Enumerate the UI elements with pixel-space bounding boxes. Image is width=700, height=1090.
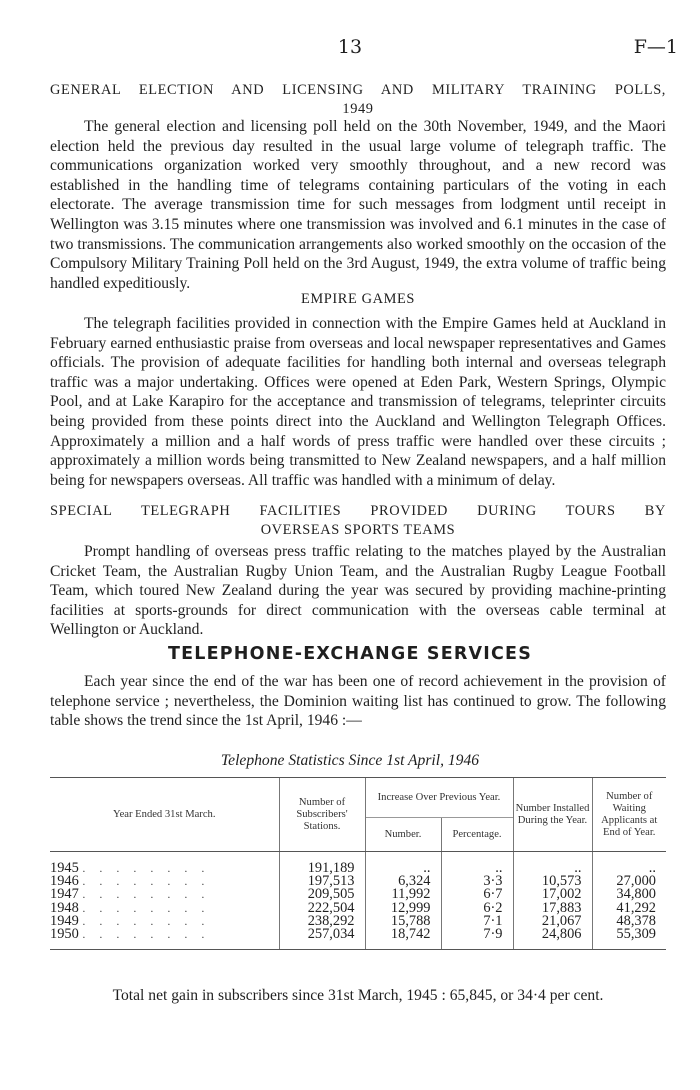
cell-installed: .. (513, 852, 592, 876)
cell-increase-number: 11,992 (365, 888, 441, 901)
cell-waiting: 55,309 (592, 928, 666, 950)
section-heading-sports-tours (50, 502, 666, 540)
cell-installed: 17,883 (513, 902, 592, 915)
page-number: 13 (337, 36, 363, 58)
section-heading-election-polls (50, 81, 666, 119)
page-header (0, 36, 700, 62)
leader-dots: ........ (82, 874, 219, 889)
cell-stations: 209,505 (279, 888, 365, 901)
cell-increase-percentage: 6·7 (441, 888, 513, 901)
col-header-installed: Number Installed During the Year. (513, 778, 592, 852)
cell-increase-number: 18,742 (365, 928, 441, 950)
col-header-increase-number: Number. (365, 818, 441, 852)
row-year: 1949 (50, 912, 79, 929)
cell-increase-number: .. (365, 852, 441, 876)
heading-line: SPECIAL TELEGRAPH FACILITIES PROVIDED DURING TOURS BY (50, 503, 666, 519)
col-header-increase-percentage: Percentage. (441, 818, 513, 852)
heading-year: 1949 (342, 101, 374, 117)
heading-line-2: OVERSEAS SPORTS TEAMS (260, 522, 456, 538)
leader-dots: ........ (82, 913, 219, 928)
cell-stations: 257,034 (279, 928, 365, 950)
cell-increase-percentage: 7·9 (441, 928, 513, 950)
col-header-stations: Number of Subscribers' Stations. (279, 778, 365, 852)
leader-dots: ........ (82, 887, 219, 902)
cell-increase-number: 6,324 (365, 875, 441, 888)
table-caption: Telephone Statistics Since 1st April, 1946 (220, 752, 480, 769)
table-row (50, 852, 666, 876)
cell-stations: 197,513 (279, 875, 365, 888)
cell-waiting: 48,378 (592, 915, 666, 928)
document-reference: F—1 (633, 36, 678, 58)
row-year: 1950 (50, 926, 79, 943)
section-heading-empire-games: EMPIRE GAMES (301, 291, 415, 307)
heading-line: GENERAL ELECTION AND LICENSING AND MILITARY TRAINING POLLS, (50, 82, 666, 98)
cell-increase-number: 15,788 (365, 915, 441, 928)
cell-installed: 21,067 (513, 915, 592, 928)
footer-note: Total net gain in subscribers since 31st March, 1945 : 65,845, or 34·4 per cent. (112, 987, 604, 1004)
paragraph-election-polls: The general election and licensing poll held on the 30th November, 1949, and the Maori election held the previous day resulted in the usual large volume of telegraph traffic. The communications organization worked very smoothly throughout, and a new record was established in the handling time of telegrams containing particulars of the voting in each electorate. The average transmission time for such messages from lodgment until receipt in Wellington was 3.15 minutes where one transmission was involved and 6.1 minutes in the case of two transmissions. The communication arrangements also worked smoothly on the occasion of the Compulsory Military Training Poll held on the 3rd August, 1949, the extra volume of traffic being handled expeditiously. (50, 118, 666, 292)
leader-dots: ........ (82, 927, 219, 942)
cell-increase-percentage: .. (441, 852, 513, 876)
paragraph-empire-games: The telegraph facilities provided in connection with the Empire Games held at Auckland in February earned enthusiastic praise from overseas and local newspaper representatives and Games officials. The provision of adequate facilities for handling both internal and overseas telegraph traffic was a major undertaking. Offices were opened at Eden Park, Western Springs, Olympic Pool, and at Lake Karapiro for the acceptance and transmission of telegrams, teleprinter circuits being provided from these points direct into the Auckland and Wellington Telegraph Offices. Approximately a million and a half words of press traffic were handled over these circuits ; approximately a million words being transmitted to New Zealand newspapers, and a half million being for newspapers overseas. All traffic was handled with a minimum of delay. (50, 315, 666, 489)
cell-increase-percentage: 7·1 (441, 915, 513, 928)
cell-increase-percentage: 3·3 (441, 875, 513, 888)
leader-dots: ........ (82, 900, 219, 915)
cell-installed: 24,806 (513, 928, 592, 950)
row-year: 1948 (50, 899, 79, 916)
cell-increase-number: 12,999 (365, 902, 441, 915)
row-year: 1946 (50, 873, 79, 890)
cell-stations: 191,189 (279, 852, 365, 876)
cell-increase-percentage: 6·2 (441, 902, 513, 915)
cell-waiting: 27,000 (592, 875, 666, 888)
cell-waiting: 34,800 (592, 888, 666, 901)
row-year: 1945 (50, 860, 79, 876)
table-row (50, 928, 666, 950)
paragraph-telephone: Each year since the end of the war has been one of record achievement in the provision of telephone service ; nevertheless, the Dominion waiting list has continued to grow. The following table shows the trend since the 1st April, 1946 :— (50, 673, 666, 730)
paragraph-sports-tours: Prompt handling of overseas press traffic relating to the matches played by the Australian Cricket Team, the Australian Rugby Union Team, and the Australian Rugby League Football Team, which toured New Zealand during the year was secured by providing machine-printing facilities at sports-grounds for direct communication with the overseas cable terminal at Wellington or Auckland. (50, 543, 666, 639)
telephone-statistics-table (50, 777, 666, 950)
leader-dots: ........ (82, 861, 219, 875)
row-year: 1947 (50, 886, 79, 903)
col-header-waiting: Number of Waiting Applicants at End of Year. (592, 778, 666, 852)
col-header-increase: Increase Over Previous Year. (365, 778, 513, 818)
cell-installed: 10,573 (513, 875, 592, 888)
cell-waiting: .. (592, 852, 666, 876)
cell-stations: 222,504 (279, 902, 365, 915)
cell-stations: 238,292 (279, 915, 365, 928)
cell-waiting: 41,292 (592, 902, 666, 915)
major-heading-telephone: TELEPHONE-EXCHANGE SERVICES (167, 644, 532, 664)
cell-installed: 17,002 (513, 888, 592, 901)
col-header-year: Year Ended 31st March. (50, 778, 279, 852)
